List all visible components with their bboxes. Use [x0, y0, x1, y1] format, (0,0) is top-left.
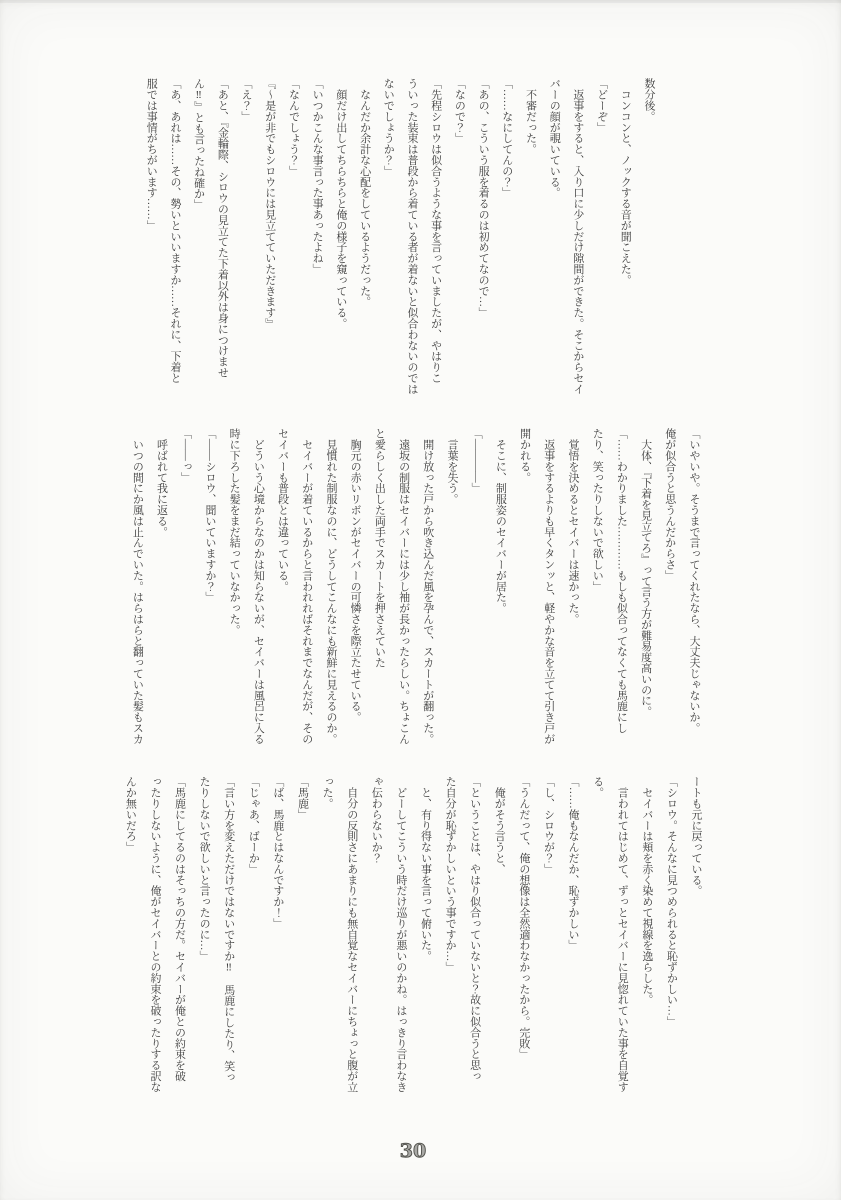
text-column: 「うんだって、俺の想像は全然適わなかったから。完敗」: [517, 776, 530, 1060]
text-column: そこに、制服姿のセイバーが居た。: [494, 428, 507, 614]
text-column: 言葉を失う。: [445, 428, 458, 505]
page-number: 30: [399, 1140, 427, 1162]
text-column: 呼ばれて我に返る。: [155, 428, 168, 538]
text-column: セイバーが着ているからと言われればそれまでなんだが、その: [300, 428, 313, 745]
text-column: 「――――」: [470, 428, 483, 494]
text-band-middle: [125, 428, 706, 776]
text-column: 「……なにしてんの？」: [500, 78, 513, 198]
text-column: セイバーは頬を赤く染めて視線を逸らした。: [640, 776, 653, 1005]
text-column: 「――シロウ、聞いていますか？」: [203, 428, 216, 603]
text-column: 「あ、あれは……その、勢いといいますか……それに、下着と: [168, 78, 181, 384]
text-column: 「言い方を変えただけではないですか‼ 馬鹿にしたり、笑っ: [222, 776, 235, 1083]
text-column: 覚悟を決めるとセイバーは速かった。: [566, 428, 579, 625]
text-column: 「――っ」: [179, 428, 192, 483]
text-column: 顔だけ出してちらちらと俺の様子を窺っている。: [334, 78, 347, 329]
text-column: んか無いだろ」: [124, 776, 137, 853]
text-column: 「……わかりました…………もしも似合ってなくても馬鹿にし: [615, 428, 628, 734]
text-column: 「馬鹿にしてるのはそっちの方だ。セイバーが俺との約束を破: [173, 776, 186, 1082]
text-column: いつの間にか風は止んでいた。はらはらと翻っていた髪もスカ: [131, 428, 144, 745]
text-column: 「先程シロウは似合うような事を言っていましたが、やはりこ: [429, 78, 442, 384]
text-column: 「馬鹿」: [296, 776, 309, 820]
text-column: る。: [591, 776, 604, 798]
text-column: 俺が似合うと思うんだからさ」: [663, 428, 676, 581]
text-column: ートも元に戻っている。: [690, 776, 702, 896]
text-column: と、有り得ない事を言って俯いた。: [419, 776, 432, 962]
text-column: 大体、『下着を見立てろ』って言う方が難易度高いのに。: [639, 428, 652, 717]
text-column: 自分の反則さにあまりにも無自覚なセイバーにちょっと腹が立: [345, 776, 358, 1093]
text-column: たりしないで欲しいと言ったのに…」: [198, 776, 211, 962]
text-column: 数分後。: [643, 78, 655, 122]
text-column: 胸元の赤いリボンがセイバーの可憐さを際立たせている。: [349, 428, 362, 723]
text-column: 「ば、馬鹿とはなんですか！」: [271, 776, 284, 929]
text-column: 「あと、『金輪際、シロウの見立てた下着以外は身につけませ: [216, 78, 229, 378]
text-column: 「ということは、やはり似合っていないと？故に似合うと思っ: [468, 776, 481, 1082]
text-column: ったりしないように、俺がセイバーとの約束を破ったりする訳な: [148, 776, 161, 1093]
text-column: 「なので？」: [453, 78, 466, 144]
text-column: ないでしょうか？」: [382, 78, 395, 177]
text-column: 「いやいや。そうまで言ってくれたなら、大丈夫じゃないか。: [688, 428, 700, 734]
text-column: 開け放った戸から吹き込んだ風を孕んで、スカートが翻った。: [421, 428, 434, 745]
text-column: たり、笑ったりしないで欲しい」: [591, 428, 604, 592]
text-column: 遠坂の制服はセイバーには少し袖が長かったらしい。ちょこん: [397, 428, 410, 745]
text-column: バーの顔が覗いている。: [548, 78, 561, 198]
text-column: セイバーも普段とは違っている。: [276, 428, 289, 592]
text-column: どーしてこういう時だけ巡りが悪いのかね。はっきり言わなき: [394, 776, 407, 1093]
text-column: 『〜是が非でもシロウには見立てていただきます』: [263, 78, 276, 329]
text-column: 服では事情がちがいます……」: [145, 78, 158, 231]
text-band-bottom: [118, 776, 708, 1124]
text-column: なんだか余計な心配をしているようだった。: [358, 78, 371, 307]
text-column: どういう心境からなのかは知らないが、セイバーは風呂に入る: [252, 428, 265, 745]
text-column: 「いつかこんな事言った事あったよね」: [311, 78, 324, 275]
text-column: ういった装束は普段から着ている者が着ないと似合わないのでは: [405, 78, 418, 395]
text-column: った。: [321, 776, 334, 809]
text-column: 「し、シロウが？」: [542, 776, 555, 875]
text-column: 「……俺もなんだか、恥ずかしい」: [567, 776, 580, 951]
text-band-top: [139, 78, 660, 416]
text-column: 俺がそう言うと、: [493, 776, 506, 875]
text-column: 開かれる。: [518, 428, 531, 483]
text-column: 不審だった。: [524, 78, 537, 155]
text-column: 「じゃあ、ばーか」: [247, 776, 260, 875]
text-column: 「え？」: [240, 78, 253, 122]
scan-edge: [0, 0, 841, 3]
text-column: 返事をするよりも早くタンッと、軽やかな音を立てて引き戸が: [542, 428, 555, 745]
text-column: 見慣れた制服なのに、どうしてこんなにも新鮮に見えるのか。: [324, 428, 337, 745]
text-column: と愛らしく出した両手でスカートを押さえていた: [373, 428, 386, 668]
text-column: コンコンと、ノックする音が聞こえた。: [619, 78, 632, 286]
text-column: ゃ伝わらないか？: [370, 776, 383, 864]
text-column: 「なんでしょう？」: [287, 78, 300, 177]
text-column: 「あの、こういう服を着るのは初めてなので…」: [477, 78, 490, 318]
text-column: 言われてはじめて、ずっとセイバーに見惚れていた事を自覚す: [616, 776, 629, 1093]
text-column: 「シロウ。そんなに見つめられると恥ずかしい…」: [665, 776, 678, 1027]
text-column: 返事をすると、入り口に少しだけ隙間ができた。そこからセイ: [571, 78, 584, 395]
text-column: 「どーぞ」: [595, 78, 608, 133]
text-column: た自分が恥ずかしいという事ですか…」: [444, 776, 457, 973]
text-column: 時に下ろした髪をまだ結っていなかった。: [228, 428, 241, 636]
text-column: ん‼』とも言ったね確か」: [192, 78, 205, 210]
